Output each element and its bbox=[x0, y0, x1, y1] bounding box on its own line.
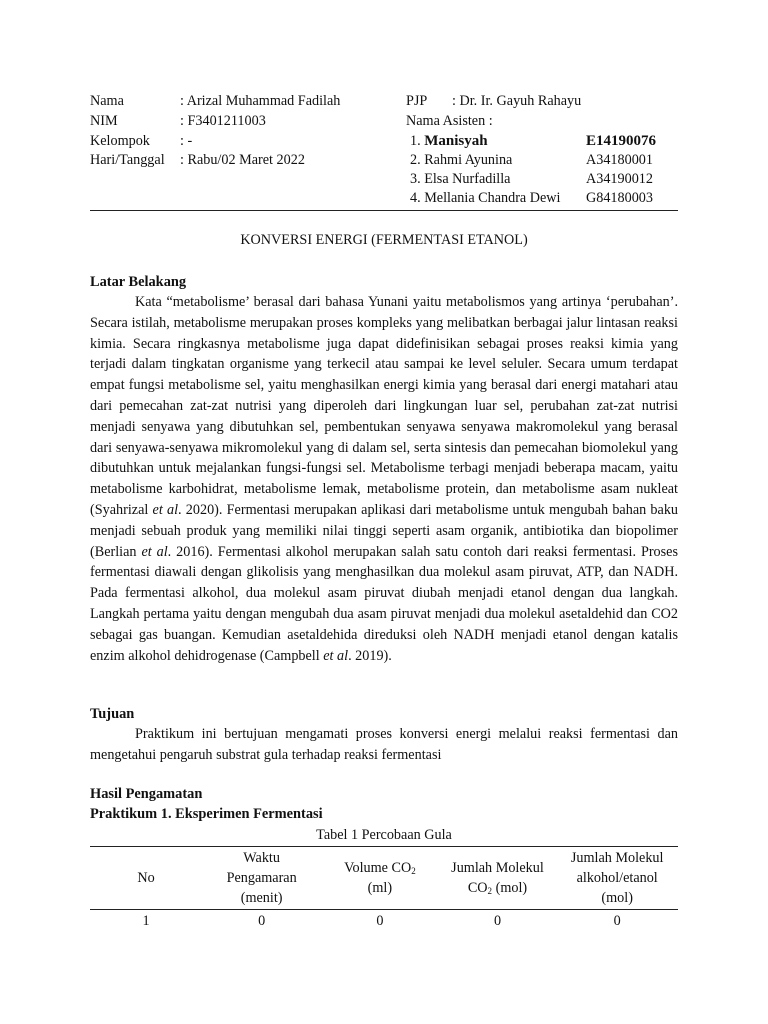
col-header-text: Volume CO bbox=[344, 860, 412, 876]
background-text-3: . 2016). Fermentasi alkohol merupakan salah satu contoh dari reaksi fermentasi. Proses fermentasi diawali dengan glikolisis yang menghasilkan dua molekul asam piruvat, ATP, dan NADH. Pada fermentasi alkohol, dua molekul asam piruvat diubah menjadi etanol dengan dua langkah. Langkah pertama yaitu dengan mengubah dua asam piruvat menjadi dua molekul asetaldehid dan CO2 sebagai gas buangan. Kemudian asetaldehida direduksi oleh NADH menjadi etanol dengan katalis enzim alkohol dehidrogenase (Campbell bbox=[90, 543, 678, 664]
table-cell: 0 bbox=[613, 913, 621, 929]
table-cell: 1 bbox=[142, 913, 150, 929]
assistant-name-bold: Manisyah bbox=[424, 133, 488, 149]
etal-citation: et al bbox=[152, 501, 179, 518]
assistant-id: G84180003 bbox=[586, 190, 653, 206]
purpose-heading: Tujuan bbox=[90, 706, 135, 722]
pjp-value: : Dr. Ir. Gayuh Rahayu bbox=[452, 93, 582, 109]
date-value: : Rabu/02 Maret 2022 bbox=[180, 152, 305, 168]
assistant-row bbox=[90, 132, 678, 151]
table-caption: Tabel 1 Percobaan Gula bbox=[316, 827, 452, 843]
col-header-text: (mol) bbox=[492, 880, 528, 896]
col-header-text: Pengamaran bbox=[226, 870, 297, 886]
table-cell: 0 bbox=[376, 913, 384, 929]
subscript: 2 bbox=[487, 886, 493, 896]
document-title: KONVERSI ENERGI (FERMENTASI ETANOL) bbox=[240, 232, 528, 248]
col-header-text: Waktu bbox=[243, 850, 280, 866]
background-text-2: . 2020). Fermentasi merupakan aplikasi dari metabolisme untuk mengubah bahan baku menjadi sebuah produk yang memiliki nilai tinggi seperti asam organik, antibiotika dan biopolimer (Berlian bbox=[90, 501, 679, 560]
etal-citation: et al bbox=[323, 647, 349, 664]
assistant-row bbox=[90, 151, 678, 170]
assistant-row bbox=[90, 170, 678, 189]
observation-table bbox=[90, 846, 678, 932]
col-header-co2-moles bbox=[439, 847, 557, 910]
col-header-no bbox=[90, 847, 202, 910]
col-header-text: No bbox=[137, 870, 155, 886]
nim-label: NIM bbox=[90, 113, 118, 129]
col-header-text: alkohol/etanol bbox=[576, 870, 658, 886]
assistants-label: Nama Asisten : bbox=[406, 113, 493, 129]
group-label: Kelompok bbox=[90, 133, 150, 149]
etal-citation: et al bbox=[141, 543, 168, 560]
col-header-text: (mol) bbox=[601, 890, 633, 906]
table-cell: 0 bbox=[258, 913, 266, 929]
pjp-label: PJP bbox=[406, 93, 428, 109]
col-header-text: Jumlah Molekul bbox=[570, 850, 664, 866]
assistant-id: A34190012 bbox=[586, 171, 653, 187]
results-heading: Hasil Pengamatan bbox=[90, 786, 203, 802]
col-header-text: Jumlah Molekul bbox=[451, 860, 544, 876]
purpose-paragraph: Praktikum ini bertujuan mengamati proses konversi energi melalui reaksi fermentasi dan mengetahui pengaruh substrat gula terhadap reaksi fermentasi bbox=[90, 726, 678, 763]
col-header-time bbox=[202, 847, 321, 910]
col-header-volume bbox=[321, 847, 438, 910]
col-header-text: (menit) bbox=[240, 890, 283, 906]
assistant-id: A34180001 bbox=[586, 152, 653, 168]
header-divider bbox=[90, 210, 678, 211]
background-text-1: Kata “metabolisme’ berasal dari bahasa Yunani yaitu metabolismos yang artinya ‘perubahan’. Secara istilah, metabolisme merupakan proses kompleks yang melibatkan berbagai jalur lintasan reaksi kimia. Secara ringkasnya metabolisme juga dapat didefinisikan sebagai proses reaksi kimia yang terjadi dalam tingkatan organisme yang terkecil atau sampai ke level seluler. Secara umum terdapat empat fungsi metabolisme sel, yaitu menghasilkan energi kimia yang berasal dari energi matahari atau dari pemecahan zat-zat nutrisi yang diperoleh dari lingkungan luar sel, perubahan zat-zat nutrisi menjadi senyawa yang dibutuhkan sel, pembentukan senyawa senyawa makromolekul yang berasal dari senyawa-senyawa mikromolekul yang di dalam sel, serta sintesis dan pemecahan biomolekul yang dibutuhkan untuk mejalankan fungsi-fungsi sel. Metabolisme terbagi menjadi beberapa macam, yaitu metabolisme karbohidrat, metabolisme lemak, metabolisme protein, dan metabolisme asam nukleat (Syahrizal bbox=[90, 294, 678, 518]
col-header-ethanol-moles bbox=[556, 847, 678, 910]
background-paragraph bbox=[90, 292, 678, 666]
nim-value: : F3401211003 bbox=[180, 113, 266, 129]
document-page bbox=[90, 92, 679, 929]
name-label: Nama bbox=[90, 93, 124, 109]
table-cell: 0 bbox=[493, 913, 502, 929]
subscript: 2 bbox=[411, 866, 416, 876]
col-header-text: CO bbox=[467, 880, 488, 896]
background-text-4: . 2019). bbox=[348, 647, 392, 664]
experiment-subheading: Praktikum 1. Eksperimen Fermentasi bbox=[90, 806, 323, 822]
assistants-label-row bbox=[90, 112, 678, 131]
assistant-id: E14190076 bbox=[586, 133, 657, 149]
header-block bbox=[90, 92, 678, 208]
date-label: Hari/Tanggal bbox=[90, 152, 165, 168]
col-header-text: (ml) bbox=[367, 880, 393, 896]
assistant-name: 3. Elsa Nurfadilla bbox=[410, 171, 511, 187]
table-row bbox=[90, 910, 678, 933]
assistant-row bbox=[90, 189, 678, 208]
assistant-name: 4. Mellania Chandra Dewi bbox=[410, 190, 561, 206]
background-heading: Latar Belakang bbox=[90, 274, 187, 290]
table-header-row bbox=[90, 847, 678, 910]
pjp-row bbox=[90, 92, 678, 111]
name-value: : Arizal Muhammad Fadilah bbox=[180, 93, 341, 109]
group-value: : - bbox=[180, 133, 193, 149]
assistant-name: 1. Manisyah bbox=[410, 133, 488, 149]
assistant-name: 2. Rahmi Ayunina bbox=[410, 152, 513, 168]
